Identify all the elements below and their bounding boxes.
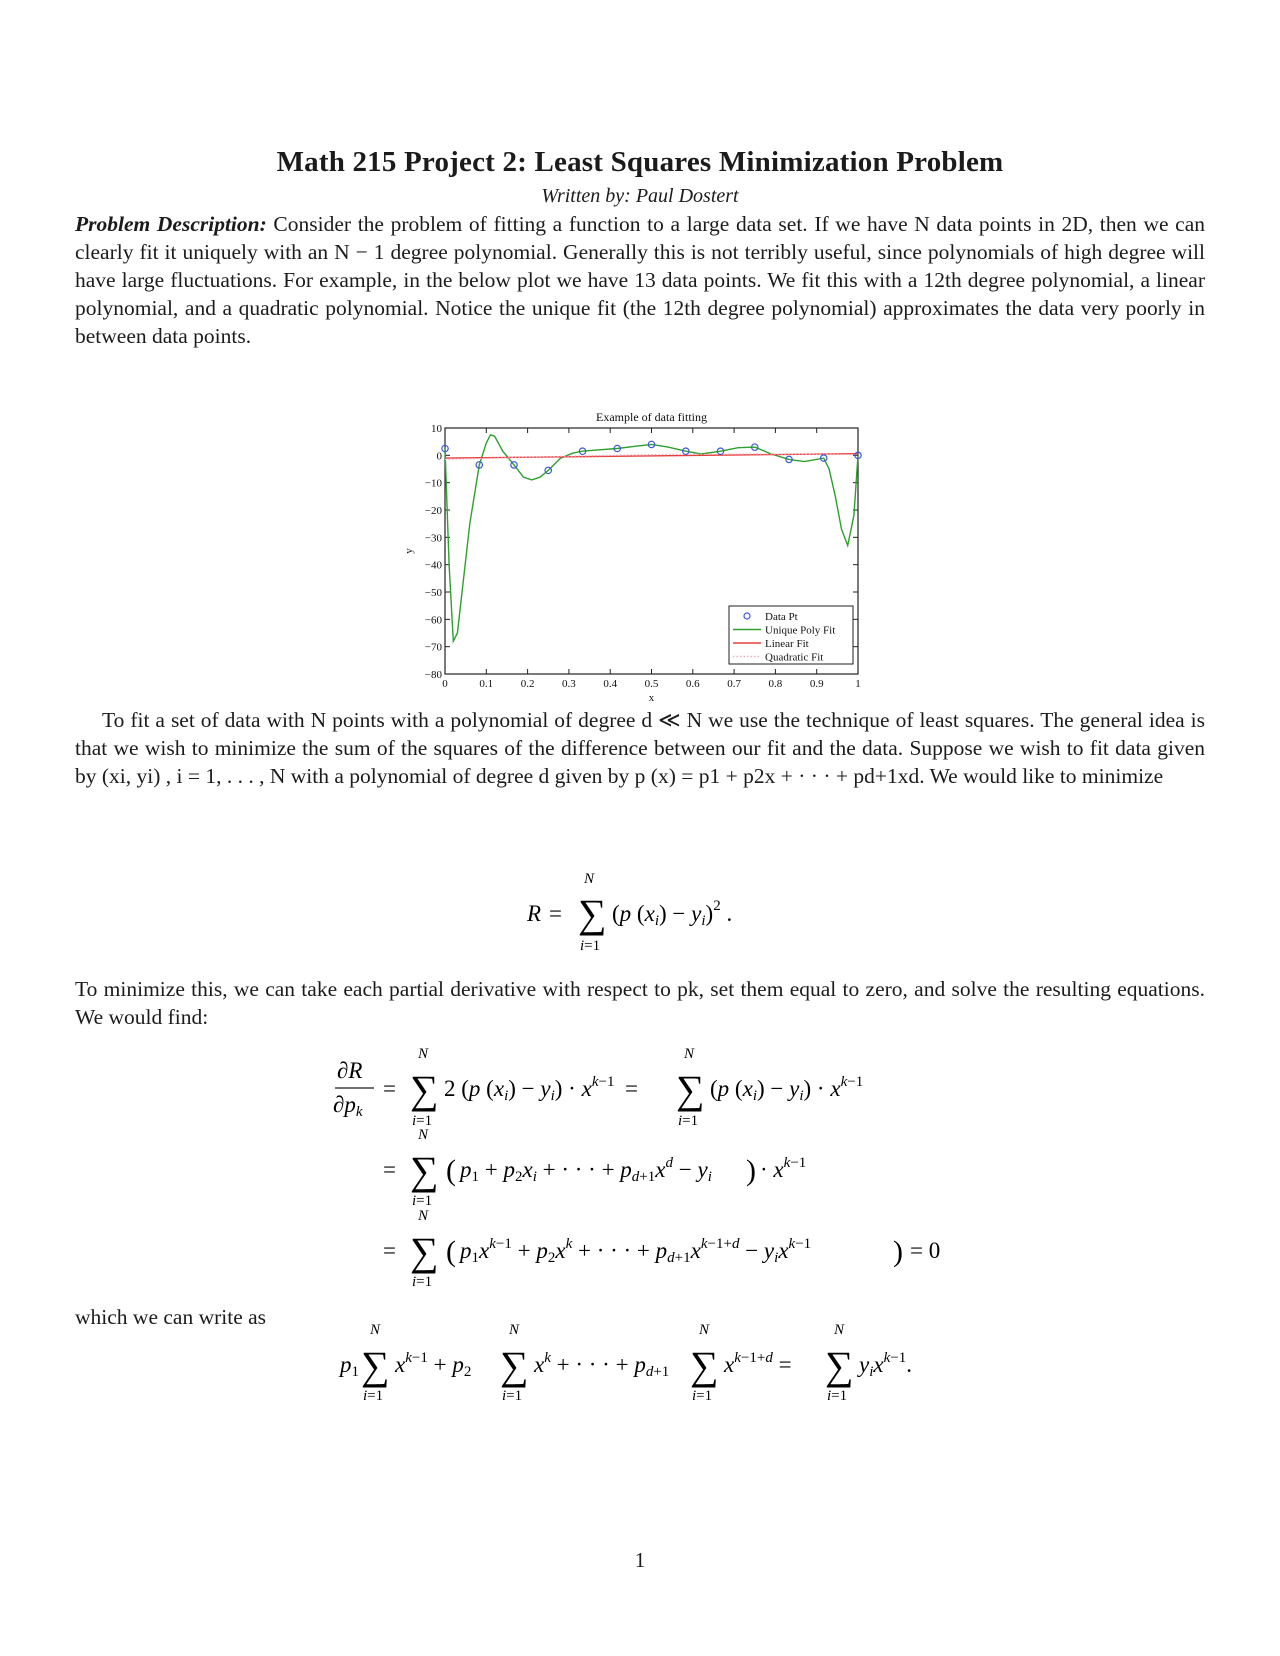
svg-text:=: = <box>383 1238 396 1263</box>
problem-lead: Problem Description: <box>75 212 267 236</box>
svg-text:∑: ∑ <box>410 1067 439 1112</box>
y-tick-label: 10 <box>431 423 442 435</box>
y-tick-label: −40 <box>424 559 442 572</box>
y-tick-label: −60 <box>424 614 442 627</box>
svg-text:i=1: i=1 <box>412 1193 433 1209</box>
page-title: Math 215 Project 2: Least Squares Minimization Problem <box>276 146 1004 178</box>
svg-text:xk + · · · + pd+1: $x^k$ + · · · + pd+1 <box>534 1350 670 1380</box>
x-tick-label: 0.5 <box>644 678 659 690</box>
svg-text:∑: ∑ <box>500 1343 529 1388</box>
equation-normal-render <box>0 1320 1280 1410</box>
svg-text:=: = <box>383 1157 396 1182</box>
svg-text:∑: ∑ <box>676 1067 705 1112</box>
x-tick-label: 1 <box>855 678 861 690</box>
svg-text:i=1: i=1 <box>678 1113 699 1129</box>
least-squares-intro: To fit a set of data with N points with a polynomial of degree d ≪ N we use the technique of least squares. The general idea is that we wish to minimize the sum of the squares of the difference between our fit and the data. Suppose we wish to fit data given by (xi, yi) , i = 1, . . . , N with a polynomial of degree d given by p (x) = p1 + p2x + · · · + pd+1xd. We would like to minimize <box>75 708 1205 788</box>
svg-text:(p (xi) − yi) · xk−1: (p $(xi) - yi) \cdot x^k-1$ <box>710 1074 864 1104</box>
data-fitting-chart <box>380 395 870 704</box>
x-tick-label: 0.7 <box>727 678 741 690</box>
svg-text:N: N <box>418 1127 429 1143</box>
svg-text:N: N <box>834 1322 845 1338</box>
legend-label: Unique Poly Fit <box>765 624 836 637</box>
svg-text:i=1: i=1 <box>827 1388 848 1404</box>
svg-text:xk−1+d =: $x^k-1+d$ = <box>724 1350 792 1377</box>
svg-text:=: = <box>625 1076 638 1101</box>
svg-text:yixk−1.: yix$^k$−1. <box>859 1350 912 1380</box>
svg-text:i=1: i=1 <box>412 1113 433 1129</box>
svg-text:2 (p (xi) − yi) · xk−1: 2 (p $(xi) - yi) \cdot x^k-1$ <box>444 1074 615 1104</box>
svg-text:∑: ∑ <box>690 1343 719 1388</box>
svg-text:i=1: i=1 <box>580 938 601 954</box>
y-tick-label: −80 <box>424 669 442 681</box>
equation-derivative <box>0 1046 1280 1290</box>
svg-text:): ) <box>893 1235 903 1268</box>
svg-text:(: ( <box>446 1235 456 1268</box>
equation-normal <box>0 1320 1280 1410</box>
svg-text:∑: ∑ <box>361 1343 390 1388</box>
svg-text:∂pk: ∂pk <box>333 1092 363 1120</box>
y-tick-label: −10 <box>424 477 442 490</box>
x-tick-label: 0.2 <box>520 678 535 690</box>
svg-text:(: ( <box>446 1154 456 1187</box>
svg-text:i=1: i=1 <box>502 1388 523 1404</box>
page-number: 1 <box>634 1548 646 1572</box>
svg-text:N: N <box>418 1208 429 1224</box>
svg-text:∑: ∑ <box>410 1148 439 1193</box>
x-tick-label: 0.8 <box>768 678 783 690</box>
svg-text:p1: p1 <box>340 1352 359 1380</box>
derivative-intro: To minimize this, we can take each partial derivative with respect to pk, set them equal to zero, and solve the resulting equations. We would find: <box>75 977 1205 1029</box>
equation-R <box>0 870 1280 960</box>
svg-text:=: = <box>383 1076 396 1101</box>
svg-text:N: N <box>684 1046 695 1062</box>
problem-text: Consider the problem of fitting a function to a large data set. If we have N data points in 2D, then we can clearly fit it uniquely with an N − 1 degree polynomial. Generally this is not terribly useful, since polynomials of high degree will have large fluctuations. For example, in the below plot we have 13 data points. We fit this with a 12th degree polynomial, a linear polynomial, and a quadratic polynomial. Notice the unique fit (the 12th degree polynomial) approximates the data very poorly in between data points. <box>75 212 1205 348</box>
x-axis-label: x <box>648 692 655 704</box>
write-as-label: which we can write as <box>75 1305 267 1329</box>
svg-text:N: N <box>584 871 595 887</box>
x-tick-label: 0.1 <box>479 678 494 690</box>
svg-text:∑: ∑ <box>825 1343 854 1388</box>
svg-text:∑: ∑ <box>578 891 607 936</box>
x-tick-label: 0 <box>442 678 448 690</box>
x-tick-label: 0.6 <box>685 678 700 690</box>
y-tick-label: −70 <box>424 641 442 654</box>
legend-label: Data Pt <box>765 611 798 623</box>
svg-text:· xk−1: · $x^k-1$ <box>760 1155 807 1182</box>
equation-derivative-render <box>0 1046 1280 1290</box>
svg-text:N: N <box>509 1322 520 1338</box>
svg-text:i=1: i=1 <box>412 1274 433 1290</box>
legend-label: Quadratic Fit <box>765 651 824 664</box>
svg-text:): ) <box>746 1154 756 1187</box>
svg-text:xk−1 + p2: $x^k-1 + p2$ <box>395 1350 472 1380</box>
legend-label: Linear Fit <box>765 638 809 650</box>
svg-text:N: N <box>370 1322 381 1338</box>
author-line: Written by: Paul Dostert <box>541 185 739 207</box>
svg-text:N: N <box>699 1322 710 1338</box>
svg-text:∑: ∑ <box>410 1229 439 1274</box>
svg-text:= 0: = 0 <box>910 1238 941 1263</box>
chart-title: Example of data fitting <box>596 410 707 424</box>
svg-text:i=1: i=1 <box>692 1388 713 1404</box>
problem-description <box>75 210 1205 350</box>
x-tick-label: 0.9 <box>809 678 824 690</box>
y-axis-label: y <box>403 548 415 554</box>
y-tick-label: −30 <box>424 532 442 545</box>
y-tick-label: −20 <box>424 505 442 517</box>
x-tick-label: 0.4 <box>603 678 618 690</box>
svg-text:=: = <box>549 901 562 926</box>
svg-text:(p (xi) − yi)2 .: (p (xi) − yi)$^2$ . <box>612 898 733 929</box>
svg-text:N: N <box>418 1046 429 1062</box>
svg-text:p1 + p2xi + · · · + pd+1xd − y: p1 + p2xi + · · · + $pd+1x^d$ − yi <box>460 1155 712 1185</box>
equation-R-render <box>0 870 1280 960</box>
svg-text:R: R <box>527 901 542 926</box>
svg-text:∂R: ∂R <box>337 1058 363 1083</box>
x-tick-label: 0.3 <box>562 678 576 690</box>
y-tick-label: −50 <box>424 587 442 599</box>
svg-text:p1xk−1 + p2xk + · · · + pd+1xk: $p1x^k-1 + p2x^k$ + · · · + $pd+1x^k-1+d - yix^k-1$ <box>460 1236 812 1266</box>
svg-text:i=1: i=1 <box>363 1388 384 1404</box>
y-tick-label: 0 <box>436 450 442 463</box>
